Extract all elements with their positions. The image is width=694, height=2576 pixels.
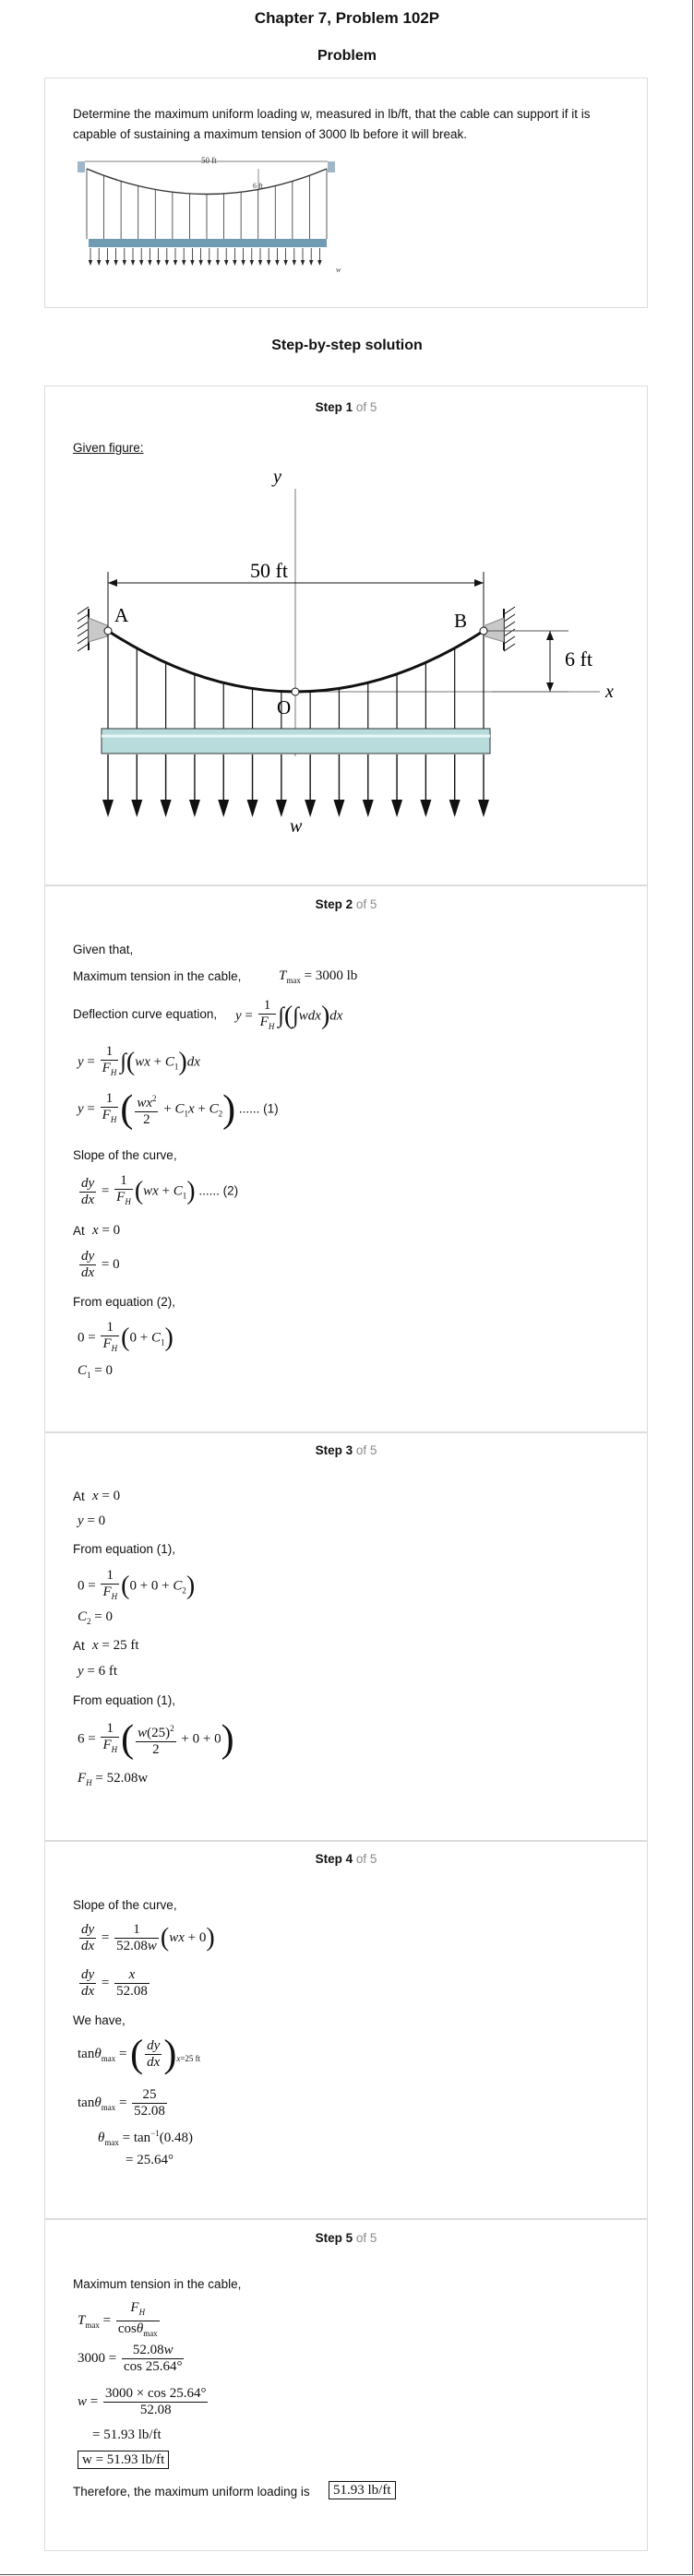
hangers — [87, 169, 327, 239]
load-arrow-head — [267, 260, 270, 266]
page-title: Chapter 7, Problem 102P — [254, 9, 440, 27]
step-2-header: Step 2 of 5 — [315, 897, 377, 911]
load-arrow-head — [275, 260, 279, 266]
load-arrow-head — [305, 800, 316, 817]
load-arrow-head — [190, 260, 194, 266]
deck-beam — [89, 239, 327, 247]
step-3-header: Step 3 of 5 — [315, 1443, 377, 1457]
step-5-header: Step 5 of 5 — [315, 2231, 377, 2245]
load-arrow-head — [161, 800, 172, 817]
from-eq1-label: From equation (1), — [73, 1542, 176, 1556]
w-value: = 51.93 lb/ft — [92, 2428, 162, 2442]
step-5-card — [44, 2219, 648, 2551]
condition-y-6: y = 6 ft — [78, 1664, 118, 1679]
point-b-marker — [480, 627, 487, 635]
we-have-label: We have, — [73, 2013, 126, 2027]
step-4-header: Step 4 of 5 — [315, 1852, 377, 1866]
final-answer: 51.93 lb/ft — [329, 2483, 396, 2499]
from-eq2-label: From equation (2), — [73, 1295, 176, 1309]
left-wall — [78, 607, 89, 651]
origin-label: O — [277, 696, 292, 718]
load-arrow-head — [250, 260, 254, 266]
problem-heading: Problem — [317, 48, 377, 64]
right-wall-support — [328, 161, 335, 172]
deflection-equation: y = $\frac{1}{F_H}$ ∫(∫wdx)dx — [235, 998, 343, 1031]
slope-equation: $\frac{dy}{dx}$ = $\frac{1}{52.08w}$ (wx + 0) — [81, 1922, 215, 1953]
tmax-formula: $T_{max}$ = $\frac{F_H}{\cos\theta_{max}}$ — [78, 2300, 158, 2338]
max-tension-label: Maximum tension in the cable, — [73, 2277, 242, 2291]
sag-arrow-bottom — [546, 683, 554, 692]
sag-arrow-top — [546, 631, 554, 640]
load-arrow-head — [114, 260, 117, 266]
sag-label: 6 ft — [565, 647, 592, 671]
point-a-label: A — [114, 604, 129, 626]
load-label: w — [290, 816, 303, 837]
solution-heading: Step-by-step solution — [271, 338, 423, 353]
load-arrow-head — [182, 260, 185, 266]
load-label: w — [336, 266, 341, 274]
x-axis-label: x — [605, 682, 614, 702]
condition-y-zero: y = 0 — [78, 1514, 106, 1528]
load-arrow-head — [174, 260, 177, 266]
load-arrow-head — [148, 260, 151, 266]
theta-arctan: $\theta_{max} = \tan^{-1}(0.48)$ — [98, 2129, 193, 2147]
equation-1: y = $\frac{1}{F_H}$ ( $\frac{wx^2}{2}$ + $C_1x + C_2$) ...... (1) — [78, 1088, 279, 1131]
condition-x-25: x = 25 ft — [92, 1638, 139, 1653]
given-figure-label: Given figure: — [73, 441, 144, 455]
problem-text: Determine the maximum uniform loading w, measured in lb/ft, that the cable can support if it is capable of sustaining a maximum tension of 3000 lb before it will break. — [73, 107, 591, 141]
load-arrows — [102, 754, 489, 817]
w-boxed-result: w = 51.93 lb/ft — [78, 2452, 169, 2468]
left-wall-support — [78, 161, 85, 172]
load-arrow-head — [363, 800, 374, 817]
step-1-header: Step 1 of 5 — [315, 400, 377, 414]
load-arrow-head — [165, 260, 169, 266]
y-axis-label: y — [273, 467, 281, 487]
tan-theta-value: tanθ$_{max}$ = $\frac{25}{52.08}$ — [78, 2087, 165, 2119]
load-arrow-head — [139, 260, 143, 266]
cable-figure — [72, 461, 626, 849]
condition-x-zero: x = 0 — [92, 1223, 121, 1238]
tmax-substitution: 3000 = $\frac{52.08w}{\cos 25.64^\circ}$ — [78, 2343, 183, 2374]
substitution-eq2: 0 = $\frac{1}{F_H}$ $(0 + C_1)$ — [78, 1320, 174, 1353]
problem-figure — [72, 150, 349, 275]
deflection-label: Deflection curve equation, — [73, 1007, 218, 1021]
load-arrows — [89, 248, 322, 266]
tmax-equation: $T_{max} = 3000$ lb — [279, 968, 358, 985]
cable-curve — [87, 169, 327, 195]
theta-result: = 25.64° — [126, 2153, 174, 2167]
load-arrow-head — [420, 800, 431, 817]
load-arrow-head — [189, 800, 200, 817]
slope-label: Slope of the curve, — [73, 1148, 177, 1162]
sag-label: 6 ft — [253, 182, 263, 190]
max-tension-label: Maximum tension in the cable, — [73, 969, 242, 983]
load-arrow-head — [241, 260, 245, 266]
equation-2: $\frac{dy}{dx}$ = $\frac{1}{F_H}$ $(wx + C_1)$ ...... (2) — [81, 1173, 239, 1207]
load-arrow-head — [123, 260, 126, 266]
load-arrow-head — [258, 260, 262, 266]
load-arrow-head — [247, 800, 258, 817]
slope-label: Slope of the curve, — [73, 1898, 177, 1912]
tan-theta-definition: tanθ$_{max}$ = ( $\frac{dy}{dx}$ )$_{x=25 ft}$ — [78, 2033, 201, 2076]
load-arrow-head — [301, 260, 305, 266]
load-arrow-head — [449, 800, 461, 817]
load-arrow-head — [293, 260, 296, 266]
load-arrow-head — [309, 260, 313, 266]
load-arrow-head — [216, 260, 220, 266]
load-arrow-head — [478, 800, 489, 817]
fh-result: $F_H = 52.08w$ — [78, 1771, 149, 1787]
load-arrow-head — [283, 260, 287, 266]
load-arrow-head — [198, 260, 202, 266]
condition-x-zero: x = 0 — [92, 1489, 121, 1503]
load-arrow-head — [105, 260, 109, 266]
load-arrow-head — [131, 800, 142, 817]
load-arrow-head — [333, 800, 344, 817]
load-arrow-head — [131, 260, 135, 266]
right-bracket — [485, 618, 504, 642]
load-arrow-head — [156, 260, 160, 266]
load-arrow-head — [102, 800, 114, 817]
deck-beam — [102, 729, 490, 754]
load-arrow-head — [89, 260, 92, 266]
at-label: At — [73, 1224, 85, 1238]
point-b-label: B — [454, 610, 468, 632]
from-eq1-label-2: From equation (1), — [73, 1693, 176, 1707]
origin-marker — [292, 688, 299, 695]
span-label: 50 ft — [250, 559, 288, 582]
load-arrow-head — [97, 260, 101, 266]
span-arrow-left — [108, 579, 117, 587]
load-arrow-head — [218, 800, 229, 817]
at-label-2: At — [73, 1639, 85, 1653]
load-arrow-head — [317, 260, 321, 266]
load-arrow-head — [224, 260, 228, 266]
slope-zero-equation: $\frac{dy}{dx}$ = 0 — [81, 1249, 120, 1280]
span-arrow-right — [474, 579, 484, 587]
given-that-text: Given that, — [73, 943, 134, 956]
conclusion-text: Therefore, the maximum uniform loading is — [73, 2485, 310, 2499]
c2-result: $C_2 = 0$ — [78, 1609, 113, 1626]
equation-y-integral: y = $\frac{1}{F_H}$ $\int(wx + C_1)dx$ — [78, 1044, 200, 1077]
substitution-eq1-end: 6 = $\frac{1}{F_H}$ ( $\frac{w(25)^2}{2}$ + 0 + 0) — [78, 1718, 234, 1761]
right-wall — [504, 607, 515, 651]
substitution-eq1-origin: 0 = $\frac{1}{F_H}$ $(0 + 0 + C_2)$ — [78, 1568, 196, 1601]
span-label: 50 ft — [201, 156, 217, 165]
load-arrow-head — [233, 260, 236, 266]
load-arrow-head — [276, 800, 287, 817]
w-formula: w = $\frac{3000 \times \cos 25.64^\circ}{52.08}$ — [78, 2386, 207, 2417]
load-arrow-head — [391, 800, 402, 817]
at-label: At — [73, 1490, 85, 1503]
c1-result: $C_1 = 0$ — [78, 1363, 113, 1380]
slope-simplified: $\frac{dy}{dx}$ = $\frac{x}{52.08}$ — [81, 1967, 148, 1999]
load-arrow-head — [208, 260, 211, 266]
point-a-marker — [104, 627, 112, 635]
